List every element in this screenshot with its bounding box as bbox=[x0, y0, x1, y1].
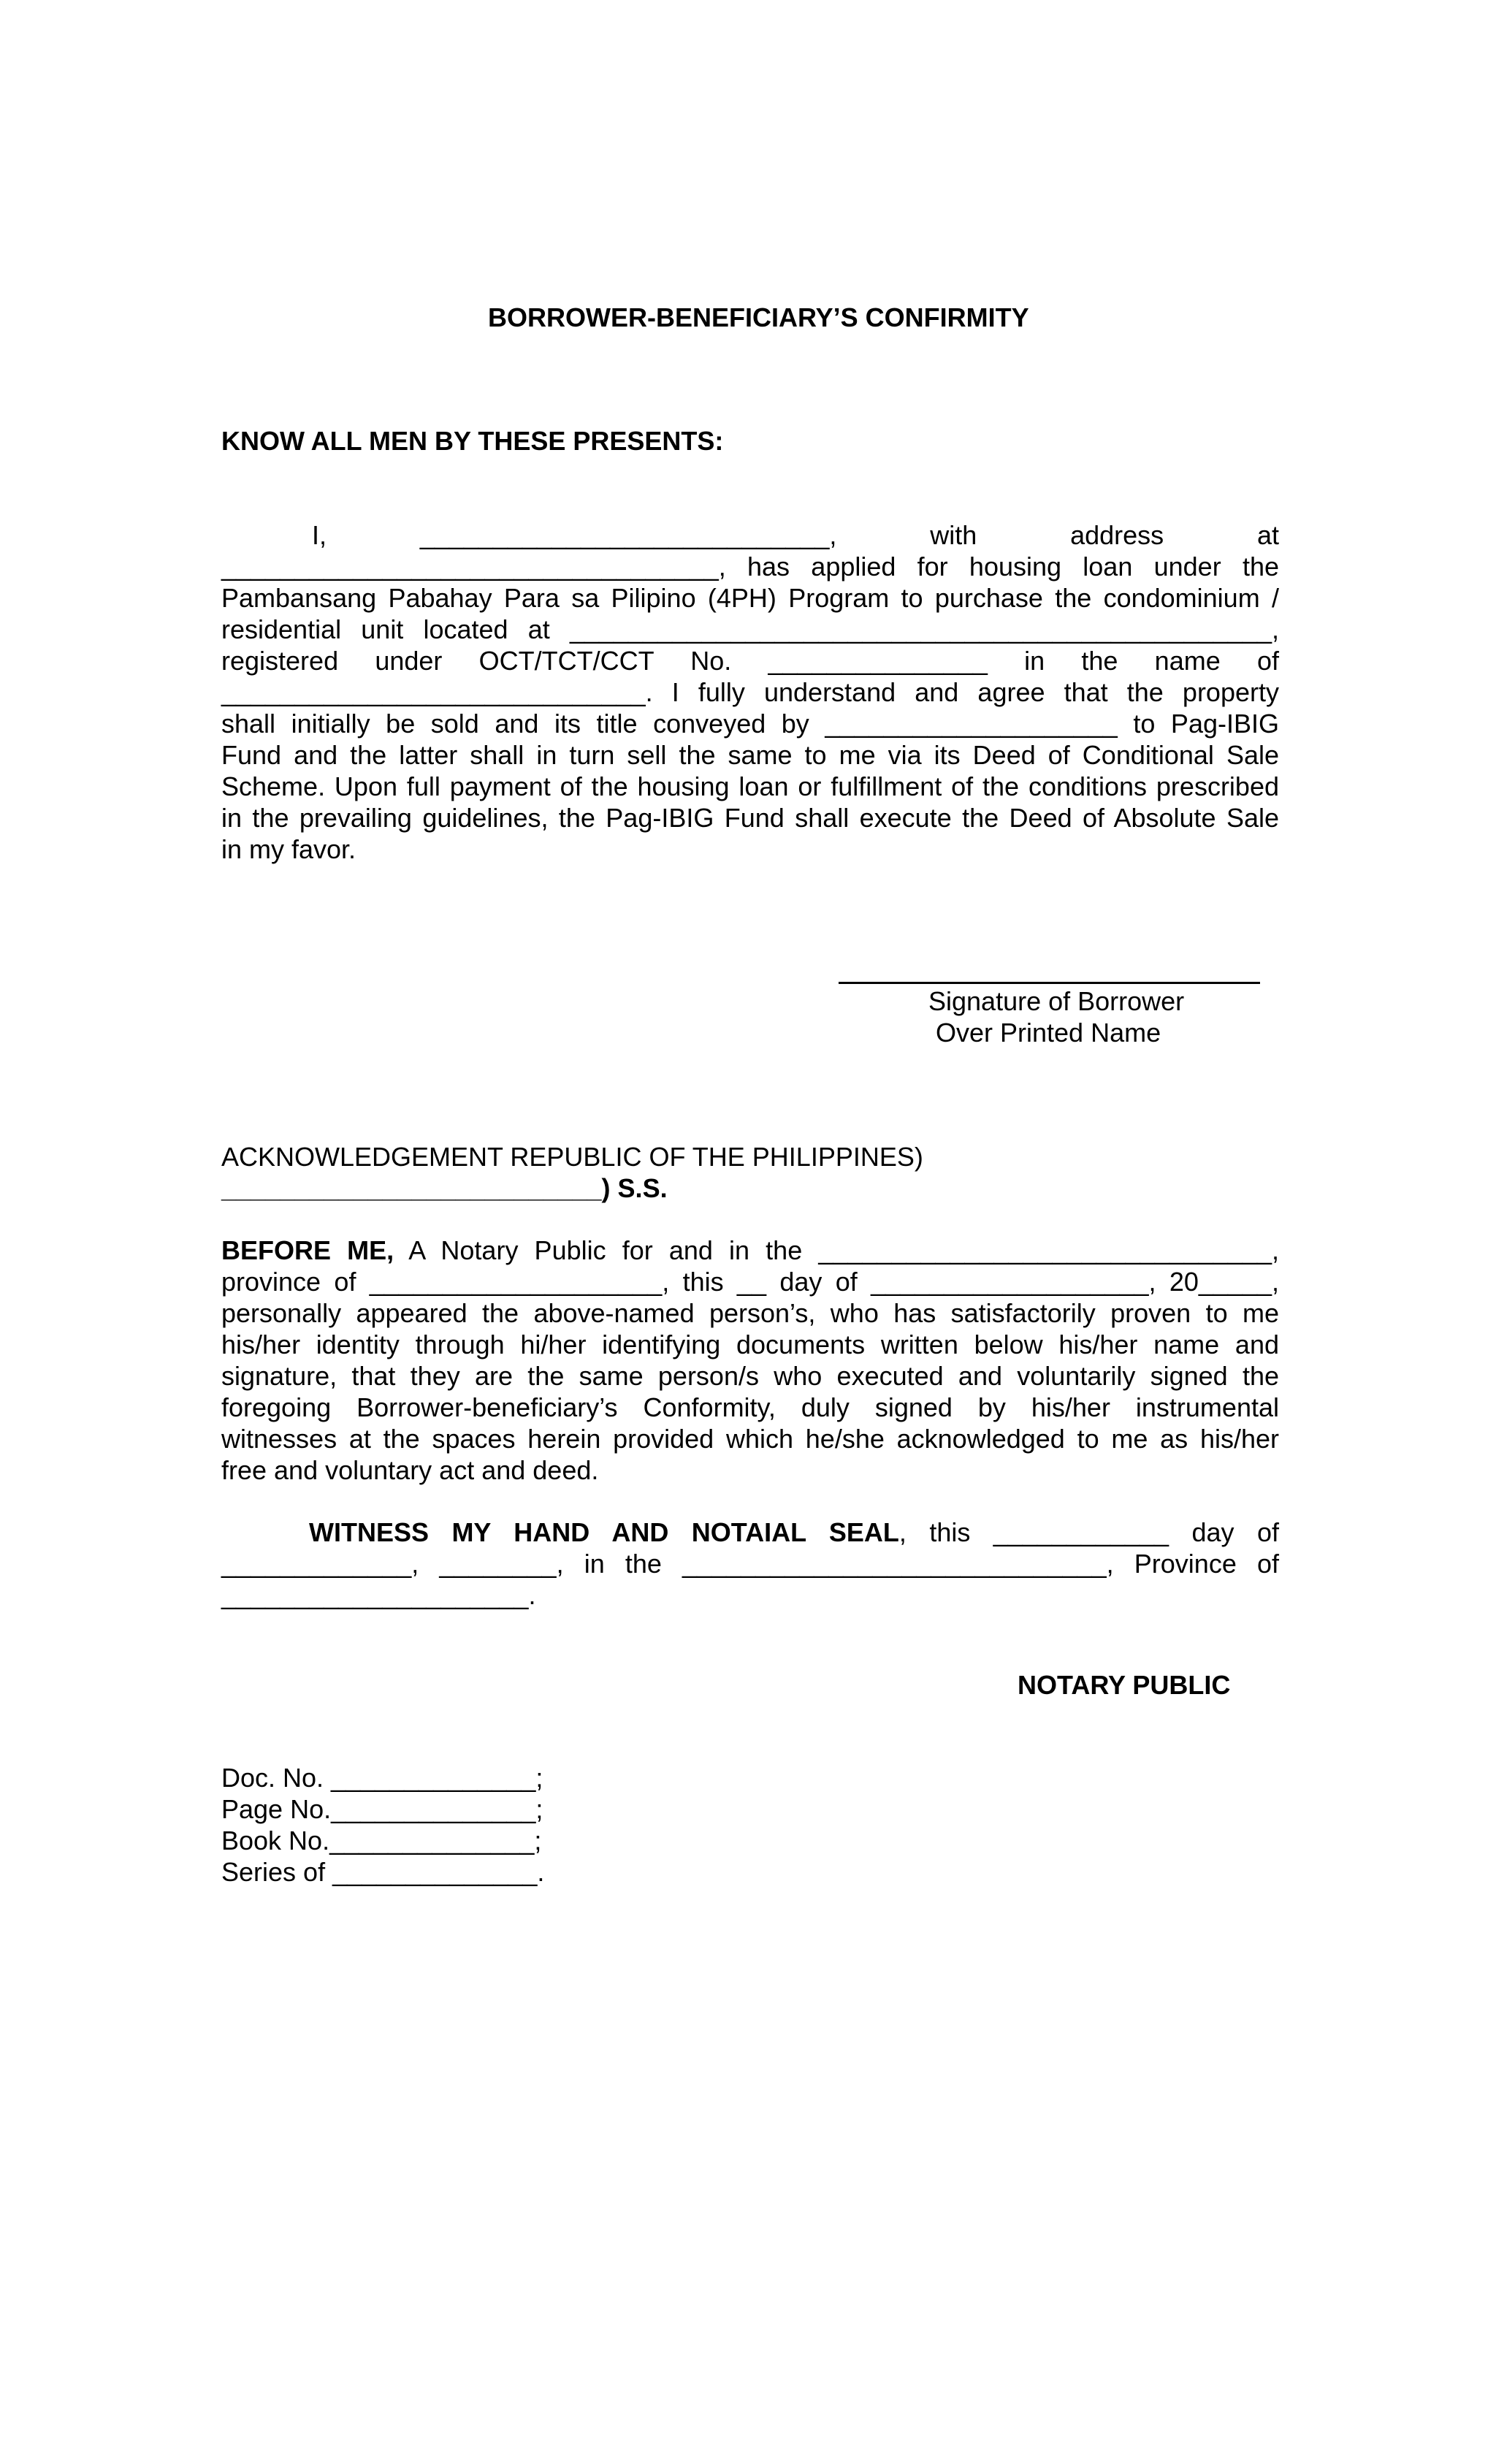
signature-sublabel: Over Printed Name bbox=[936, 1018, 1161, 1048]
venue-ss-line: __________________________) S.S. bbox=[221, 1173, 668, 1203]
notary-line: signature, that they are the same person/s who executed and voluntarily signed the bbox=[221, 1361, 1279, 1391]
series-entry: Series of ______________. bbox=[221, 1857, 545, 1887]
intro-heading: KNOW ALL MEN BY THESE PRESENTS: bbox=[221, 426, 724, 456]
notary-line: witnesses at the spaces herein provided which he/she acknowledged to me as his/her bbox=[221, 1424, 1279, 1454]
body-line: residential unit located at ________________________________________________, bbox=[221, 614, 1279, 644]
body-line: I, ____________________________, with address at bbox=[312, 520, 1279, 550]
signature-label: Signature of Borrower bbox=[928, 986, 1185, 1016]
document-title: BORROWER-BENEFICIARY’S CONFIRMITY bbox=[488, 302, 1029, 332]
witness-line: _____________, ________, in the _____________________________, Province of bbox=[221, 1549, 1279, 1579]
body-line: _____________________________. I fully understand and agree that the property bbox=[221, 677, 1279, 707]
witness-line-text: , this ____________ day of bbox=[898, 1517, 1280, 1547]
doc-no-entry: Doc. No. ______________; bbox=[221, 1763, 543, 1793]
acknowledgement-heading: ACKNOWLEDGEMENT REPUBLIC OF THE PHILIPPINES) bbox=[221, 1142, 923, 1172]
body-line: Fund and the latter shall in turn sell the same to me via its Deed of Conditional Sale bbox=[221, 740, 1279, 770]
page-no-entry: Page No.______________; bbox=[221, 1794, 543, 1824]
notary-line: his/her identity through hi/her identifying documents written below his/her name and bbox=[221, 1330, 1279, 1359]
witness-label: WITNESS MY HAND AND NOTAIAL SEAL bbox=[309, 1517, 899, 1547]
before-me-label: BEFORE ME, bbox=[221, 1235, 394, 1265]
body-line: Scheme. Upon full payment of the housing loan or fulfillment of the conditions prescribed bbox=[221, 771, 1279, 801]
notary-line: foregoing Borrower-beneficiary’s Conformity, duly signed by his/her instrumental bbox=[221, 1392, 1279, 1422]
witness-line-first bbox=[309, 1517, 1279, 1548]
notary-public-label: NOTARY PUBLIC bbox=[1018, 1670, 1231, 1700]
body-line: Pambansang Pabahay Para sa Pilipino (4PH) Program to purchase the condominium / bbox=[221, 583, 1279, 613]
body-line: shall initially be sold and its title conveyed by ____________________ to Pag-IBIG bbox=[221, 709, 1279, 739]
notary-line-text: A Notary Public for and in the _______________________________, bbox=[394, 1235, 1280, 1265]
body-line: registered under OCT/TCT/CCT No. _______________ in the name of bbox=[221, 646, 1279, 676]
notary-line-last: free and voluntary act and deed. bbox=[221, 1455, 599, 1485]
body-line: __________________________________, has applied for housing loan under the bbox=[221, 552, 1279, 581]
book-no-entry: Book No.______________; bbox=[221, 1826, 542, 1855]
signature-line bbox=[839, 982, 1260, 984]
body-line: in the prevailing guidelines, the Pag-IBIG Fund shall execute the Deed of Absolute Sale bbox=[221, 803, 1279, 833]
body-line-last: in my favor. bbox=[221, 834, 356, 864]
notary-line-first bbox=[221, 1235, 1279, 1266]
notary-line: province of ____________________, this __ day of ___________________, 20_____, bbox=[221, 1267, 1279, 1297]
notary-line: personally appeared the above-named person’s, who has satisfactorily proven to me bbox=[221, 1298, 1279, 1328]
witness-line-last: _____________________. bbox=[221, 1580, 536, 1610]
